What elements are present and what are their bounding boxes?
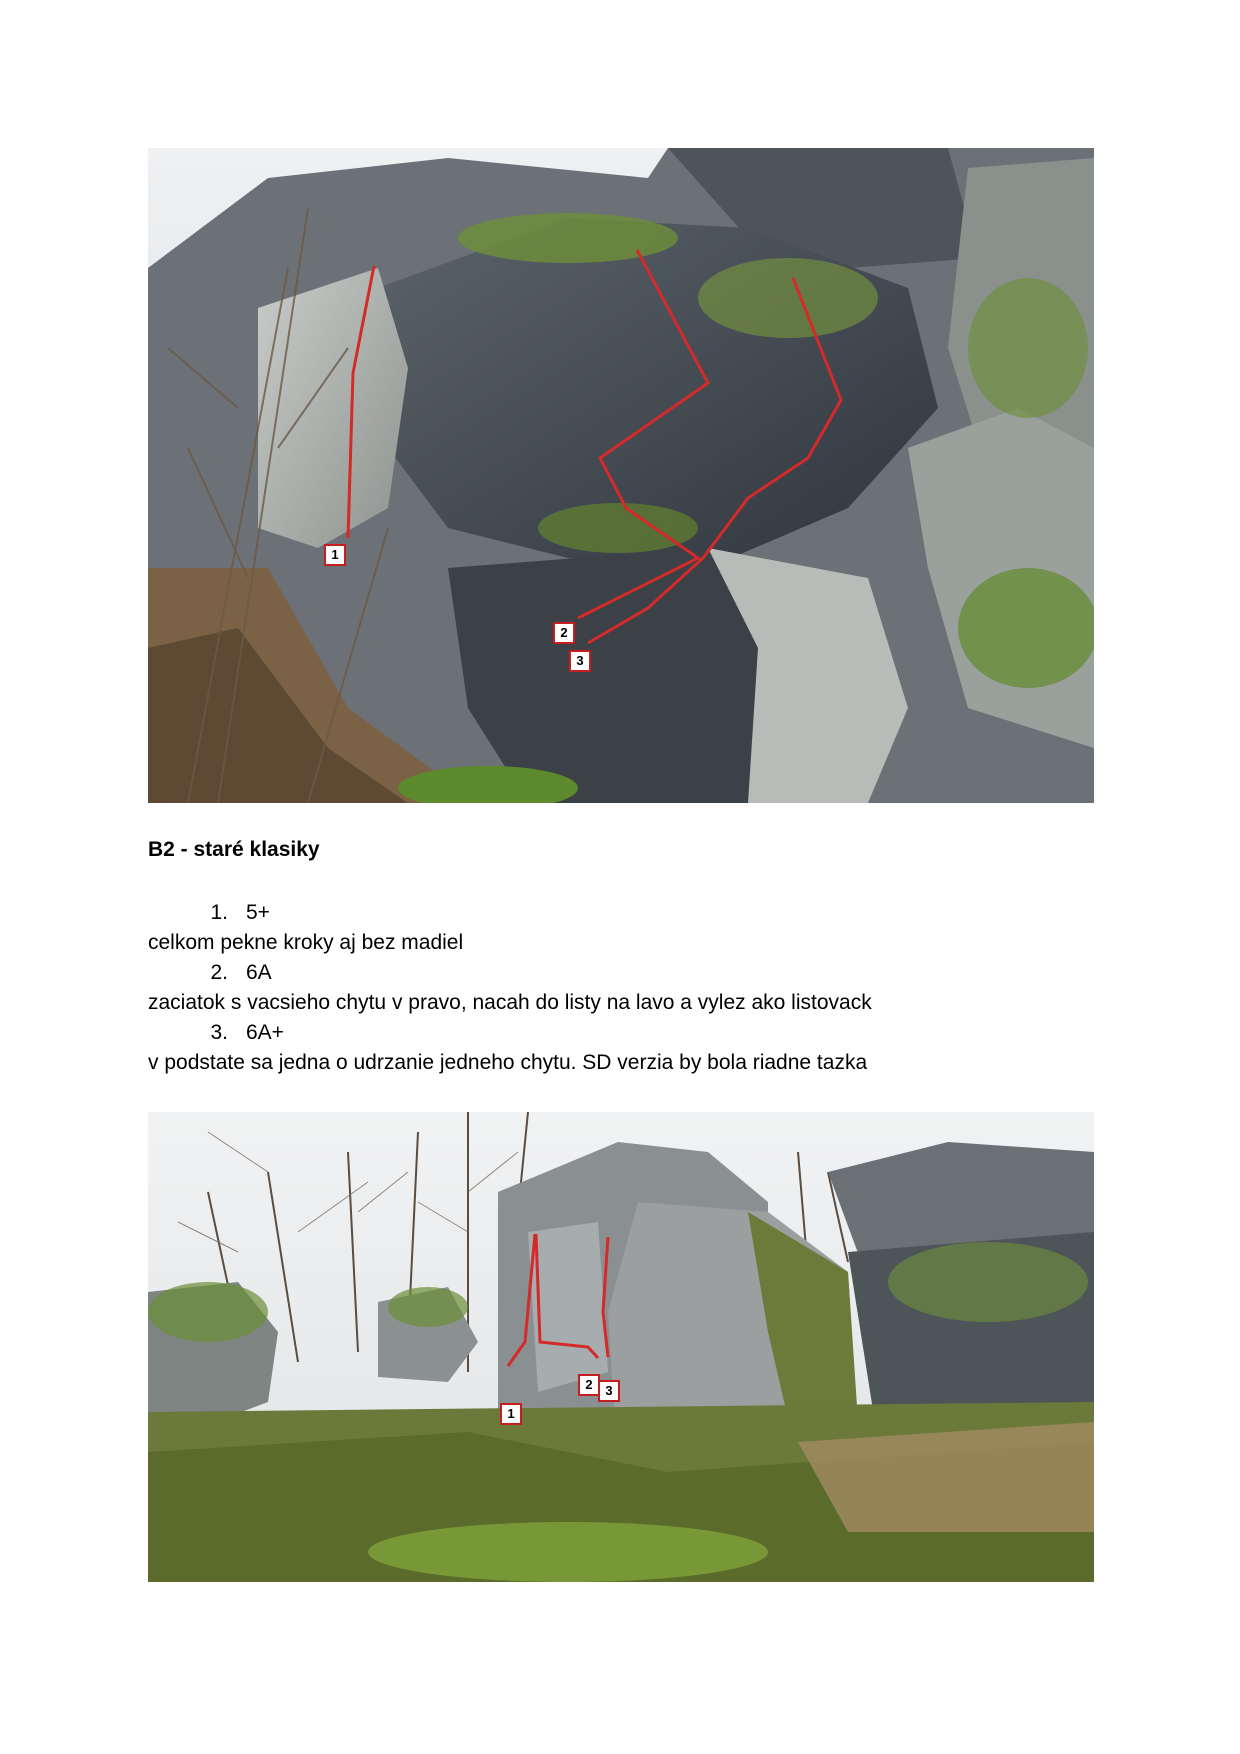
route-marker-2: 2	[553, 622, 575, 644]
route-marker-3: 3	[598, 1380, 620, 1402]
route-3-description: v podstate sa jedna o udrzanie jedneho chytu. SD verzia by bola riadne tazka	[148, 1051, 868, 1074]
route-marker-1: 1	[500, 1403, 522, 1425]
route-marker-1: 1	[324, 544, 346, 566]
route-1-description: celkom pekne kroky aj bez madiel	[148, 931, 464, 954]
route-grade: 6A+	[246, 1021, 284, 1044]
route-number: 2.	[210, 961, 228, 984]
boulder-photo-top	[148, 148, 1094, 803]
route-grade: 5+	[246, 901, 270, 924]
route-number: 1.	[210, 901, 228, 924]
section-heading: B2 - staré klasiky	[148, 838, 320, 861]
route-marker-3: 3	[569, 650, 591, 672]
route-3-grade-line	[148, 1018, 1128, 1048]
route-grade: 6A	[246, 961, 272, 984]
route-2-description: zaciatok s vacsieho chytu v pravo, nacah do listy na lavo a vylez ako listovack	[148, 991, 872, 1014]
route-marker-2: 2	[578, 1374, 600, 1396]
route-list	[148, 898, 1128, 1078]
boulder-photo-bottom	[148, 1112, 1094, 1582]
route-1-grade-line	[148, 898, 1128, 928]
route-number: 3.	[210, 1021, 228, 1044]
route-2-grade-line	[148, 958, 1128, 988]
